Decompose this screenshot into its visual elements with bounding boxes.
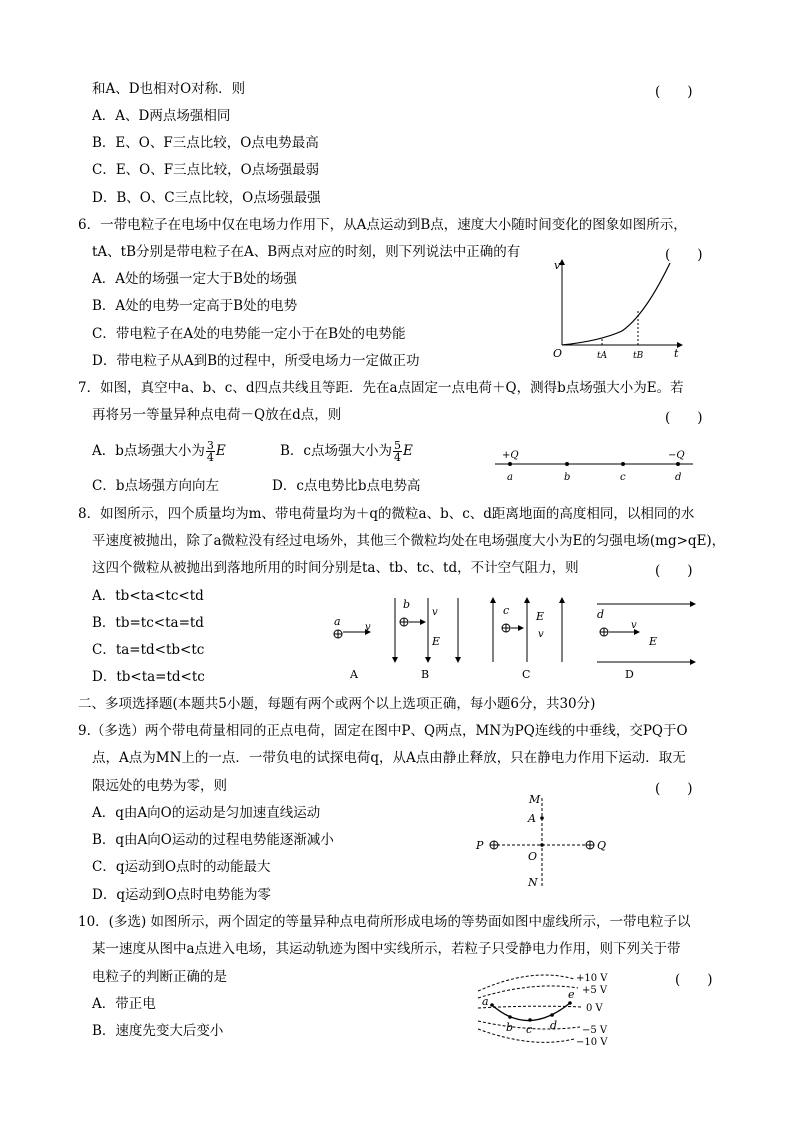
q6-t-label: t [674,347,679,360]
q9-option-b: B．q由A向O运动的过程电势能逐渐减小 [92,832,334,848]
q6-option-d: D．带电粒子从A到B的过程中，所受电场力一定做正功 [92,353,420,369]
q5-option-a: A．A、D两点场强相同 [92,108,231,124]
q6-stem-line2: tA、tB分别是带电粒子在A、B两点对应的时刻，则下列说法中正确的有 [92,244,521,260]
q5-option-b: B．E、O、F三点比较，O点电势最高 [92,135,319,151]
q10-plus5-label: +5 V [582,985,608,996]
q9-a-label: A [528,812,536,825]
q9-figure [470,790,620,895]
q7-option-b-num: 5 [393,439,401,452]
q8-a-particle-label: a [334,615,341,628]
q8-b-particle-label: b [403,598,411,611]
q8-stem-line2: 平速度被抛出，除了a微粒没有经过电场外，其他三个微粒均处在电场强度大小为E的匀强电场(mg>qE)， [92,533,726,549]
q9-q-label: Q [597,839,607,852]
q10-option-a: A．带正电 [92,996,156,1012]
q8-figure-c-label: C [522,668,531,681]
q8-figure-a-label: A [350,668,358,681]
q8-b-v-label: v [432,607,438,618]
q7-option-a-fraction [206,440,215,463]
q6-option-a: A．A处的场强一定大于B处的场强 [92,271,297,287]
q9-option-c: C．q运动到O点时的动能最大 [92,859,271,875]
q9-n-label: N [528,876,538,889]
q8-b-e-label: E [432,635,441,648]
q8-figure-b [395,598,458,681]
q5-answer-paren[interactable]: ( ) [655,84,693,100]
q8-figure-d [597,604,695,681]
q10-point-b [508,1015,512,1019]
q7-option-b-text: B．c点场强大小为 [280,443,392,459]
q8-figures [325,590,705,690]
q9-stem-line2: 点，A点为MN上的一点．一带负电的试探电荷q，从A点由静止释放，只在静电力作用下运动．取无 [92,750,686,766]
q10-stem-line3: 电粒子的判断正确的是 [92,969,227,985]
q9-point-o [540,843,544,847]
q10-option-b: B．速度先变大后变小 [92,1023,224,1039]
q7-d-label: d [675,472,682,483]
q10-point-a [490,1003,494,1007]
q10-equipotential-plus5 [478,986,578,998]
q7-option-a-den: 4 [206,451,214,464]
q10-equipotential-plus10 [478,975,574,991]
q6-tb-label: tB [633,351,644,361]
q10-plus10-label: +10 V [576,973,608,984]
q8-answer-paren[interactable]: ( ) [655,563,693,579]
q10-point-e [568,1001,572,1005]
q9-stem-line3: 限远处的电势为零，则 [92,778,227,794]
q10-point-d [550,1013,554,1017]
q8-figure-b-label: B [421,668,430,681]
q10-point-c [528,1018,532,1022]
q7-option-b [280,440,413,463]
q8-c-v-label: v [538,629,544,640]
q10-d-label: d [550,1019,558,1032]
q6-origin-label: O [553,347,563,360]
q6-ta-label: tA [597,351,608,361]
q8-d-particle-label: d [597,608,605,621]
q7-c-label: c [620,472,626,483]
q8-c-e-label: E [536,610,545,623]
q7-option-a-e: E [215,443,226,459]
q6-velocity-curve [562,263,670,345]
q8-a-v-label: v [365,622,371,633]
q8-option-d: D．tb<ta=td<tc [92,669,205,685]
q8-d-v-label: v [631,620,637,631]
q7-point-b [565,462,569,466]
q7-point-c [621,462,625,466]
q8-figure-c [493,598,562,681]
q10-minus10-label: −10 V [576,1037,608,1048]
q10-c-label: c [526,1023,533,1036]
q6-option-c: C．带电粒子在A处的电势能一定小于在B处的电势能 [92,326,406,342]
q7-answer-paren[interactable]: ( ) [665,410,703,426]
q7-option-b-fraction [393,440,402,463]
q6-stem-line1: 6．一带电粒子在电场中仅在电场力作用下，从A点运动到B点，速度大小随时间变化的图象如图所示， [78,217,687,233]
q7-a-label: a [507,472,513,483]
q10-figure [470,965,630,1050]
q5-stem-tail: 和A、D也相对O对称．则 [92,81,246,97]
q8-stem-line1: 8．如图所示，四个质量均为m、带电荷量均为＋q的微粒a、b、c、d距离地面的高度相同，以相同的水 [78,506,695,522]
q7-option-b-e: E [402,443,413,459]
q9-m-label: M [529,793,541,806]
q8-stem-line3: 这四个微粒从被抛出到落地所用的时间分别是ta、tb、tc、td，不计空气阻力，则 [92,560,579,576]
q9-option-d: D．q运动到O点时电势能为零 [92,887,272,903]
q7-plus-q-label: +Q [502,450,519,461]
q10-stem-line1: 10．(多选) 如图所示，两个固定的等量异种点电荷所形成电场的等势面如图中虚线所示，一带电粒子以 [78,914,691,930]
q10-stem-line2: 某一速度从图中a点进入电场，其运动轨迹为图中实线所示，若粒子只受静电力作用，则下列关于带 [92,941,681,957]
q7-minus-q-label: −Q [668,450,685,461]
q10-b-label: b [506,1021,514,1034]
q7-stem-line1: 7．如图，真空中a、b、c、d四点共线且等距．先在a点固定一点电荷＋Q，测得b点场强大小为E。若 [78,380,684,396]
q5-option-c: C．E、O、F三点比较，O点场强最弱 [92,162,320,178]
q8-option-b: B．tb=tc<ta=td [92,615,204,631]
q9-answer-paren[interactable]: ( ) [655,781,693,797]
q7-option-a-num: 3 [206,439,214,452]
q7-stem-line2: 再将另一等量异种点电荷－Q放在d点，则 [92,407,342,423]
q7-point-a [508,462,512,466]
q10-trajectory [492,1003,570,1021]
q7-b-label: b [564,472,571,483]
q6-v-label: v [554,259,561,272]
q9-o-label: O [528,850,538,863]
q9-p-label: P [476,839,484,852]
q7-line-figure [495,447,695,483]
q6-option-b: B．A处的电势一定高于B处的电势 [92,298,298,314]
q10-minus5-label: −5 V [582,1025,608,1036]
q8-option-c: C．ta=td<tb<tc [92,642,205,658]
q5-option-d: D．B、O、C三点比较，O点场强最强 [92,190,321,206]
q10-answer-paren[interactable]: ( ) [675,972,713,988]
q8-figure-a [334,615,371,681]
q8-d-e-label: E [649,635,658,648]
q7-option-a-text: A．b点场强大小为 [92,443,205,459]
q9-point-a [540,816,544,820]
q10-zero-label: 0 V [586,1003,603,1014]
q7-option-b-den: 4 [393,451,401,464]
q9-stem-line1: 9.（多选）两个带电荷量相同的正点电荷，固定在图中P、Q两点，MN为PQ连线的中垂线，交PQ于O [78,723,688,739]
q8-option-a: A．tb<ta<tc<td [92,588,204,604]
q7-point-d [676,462,680,466]
q7-option-d: D．c点电势比b点电势高 [272,478,421,494]
q6-answer-paren[interactable]: ( ) [665,247,703,263]
q9-option-a: A．q由A向O的运动是匀加速直线运动 [92,805,321,821]
q10-a-label: a [482,995,489,1008]
q7-option-c: C．b点场强方向向左 [92,478,219,494]
q7-option-a [92,440,226,463]
q6-vt-graph [550,255,690,365]
q8-c-particle-label: c [503,604,510,617]
section2-heading: 二、多项选择题(本题共5小题，每题有两个或两个以上选项正确，每小题6分，共30分) [78,696,596,712]
q10-e-label: e [568,988,575,1001]
q8-figure-d-label: D [625,668,634,681]
